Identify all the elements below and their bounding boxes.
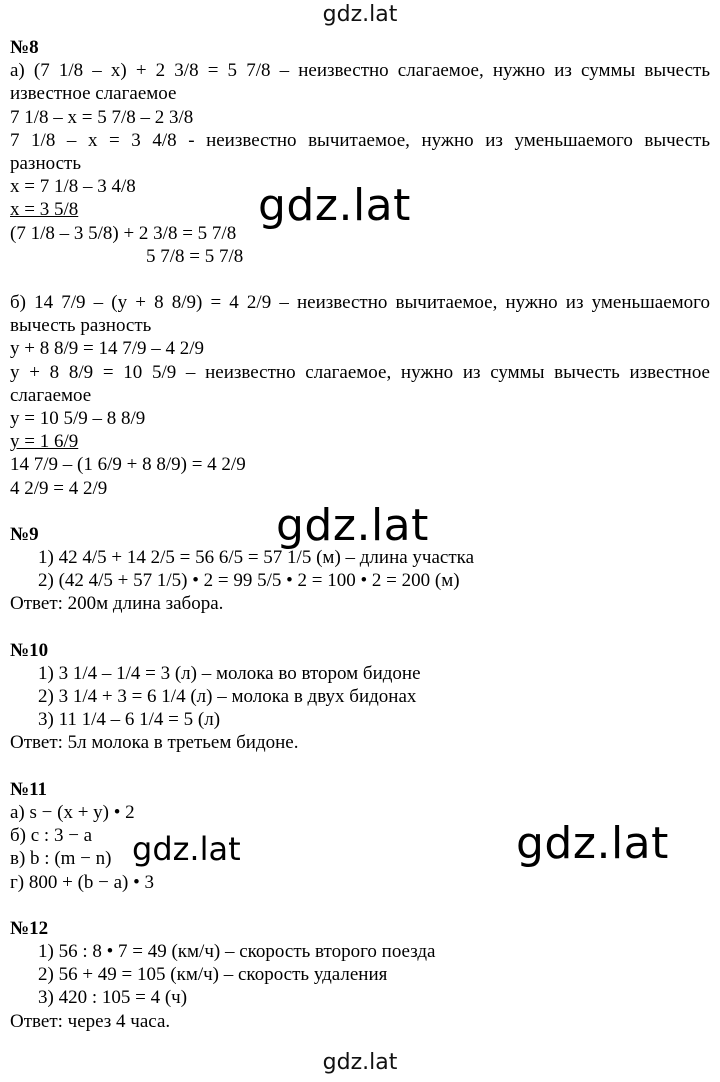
- watermark-4: gdz.lat: [516, 818, 669, 869]
- watermark-2: gdz.lat: [276, 500, 429, 551]
- task-8-title: №8: [10, 37, 39, 58]
- task-8-result-x: x = 3 5/8: [10, 199, 79, 221]
- task-11-line: г) 800 + (b − a) • 3: [10, 871, 155, 893]
- task-8-line: б) 14 7/9 – (y + 8 8/9) = 4 2/9 – неизвестно вычитаемое, нужно из уменьшаемого: [10, 292, 710, 314]
- task-8-line: y = 10 5/9 – 8 8/9: [10, 408, 146, 430]
- task-8-line: слагаемое: [10, 384, 92, 406]
- task-8-line: вычесть разность: [10, 315, 152, 337]
- task-8-line: 7 1/8 – x = 5 7/8 – 2 3/8: [10, 106, 194, 128]
- task-8-line: а) (7 1/8 – x) + 2 3/8 = 5 7/8 – неизвестно слагаемое, нужно из суммы вычесть: [10, 60, 710, 82]
- task-9-line: 1) 42 4/5 + 14 2/5 = 56 6/5 = 57 1/5 (м) – длина участка: [38, 547, 475, 569]
- task-10-line: 3) 11 1/4 – 6 1/4 = 5 (л): [38, 709, 221, 731]
- task-10-title: №10: [10, 639, 49, 661]
- watermark-3: gdz.lat: [132, 830, 241, 868]
- task-11-title: №11: [10, 778, 48, 800]
- task-8-line: (7 1/8 – 3 5/8) + 2 3/8 = 5 7/8: [10, 222, 237, 244]
- task-9-line: 2) (42 4/5 + 57 1/5) • 2 = 99 5/5 • 2 = 100 • 2 = 200 (м): [38, 570, 460, 592]
- task-10-line: 2) 3 1/4 + 3 = 6 1/4 (л) – молока в двух бидонах: [38, 686, 417, 708]
- task-8-line: y + 8 8/9 = 14 7/9 – 4 2/9: [10, 338, 205, 360]
- task-8-line: известное слагаемое: [10, 83, 177, 105]
- watermark-1: gdz.lat: [258, 180, 411, 231]
- task-10-line: 1) 3 1/4 – 1/4 = 3 (л) – молока во втором бидоне: [38, 662, 421, 684]
- task-9-answer: Ответ: 200м длина забора.: [10, 593, 224, 615]
- task-12-line: 3) 420 : 105 = 4 (ч): [38, 987, 188, 1009]
- task-8-line: 14 7/9 – (1 6/9 + 8 8/9) = 4 2/9: [10, 454, 246, 476]
- task-12-line: 1) 56 : 8 • 7 = 49 (км/ч) – скорость второго поезда: [38, 940, 436, 962]
- task-8-line: 7 1/8 – x = 3 4/8 - неизвестно вычитаемое, нужно из уменьшаемого вычесть: [10, 129, 710, 151]
- task-8-line: разность: [10, 153, 81, 175]
- watermark-bottom: gdz.lat: [322, 1050, 398, 1075]
- task-8-result-y: y = 1 6/9: [10, 431, 79, 453]
- watermark-top: gdz.lat: [322, 2, 398, 27]
- task-11-line: в) b : (m − n): [10, 848, 112, 870]
- task-12-line: 2) 56 + 49 = 105 (км/ч) – скорость удаления: [38, 964, 388, 986]
- task-8-line: x = 7 1/8 – 3 4/8: [10, 176, 136, 198]
- task-8-line: 4 2/9 = 4 2/9: [10, 477, 108, 499]
- task-8-line: y + 8 8/9 = 10 5/9 – неизвестно слагаемое, нужно из суммы вычесть известное: [10, 361, 710, 383]
- task-11-line: б) c : 3 − a: [10, 825, 93, 847]
- task-8-line: 5 7/8 = 5 7/8: [146, 245, 244, 267]
- task-12-title: №12: [10, 917, 49, 939]
- task-9-title: №9: [10, 523, 39, 545]
- task-10-answer: Ответ: 5л молока в третьем бидоне.: [10, 732, 299, 754]
- task-11-line: а) s − (x + y) • 2: [10, 801, 135, 823]
- task-12-answer: Ответ: через 4 часа.: [10, 1010, 171, 1032]
